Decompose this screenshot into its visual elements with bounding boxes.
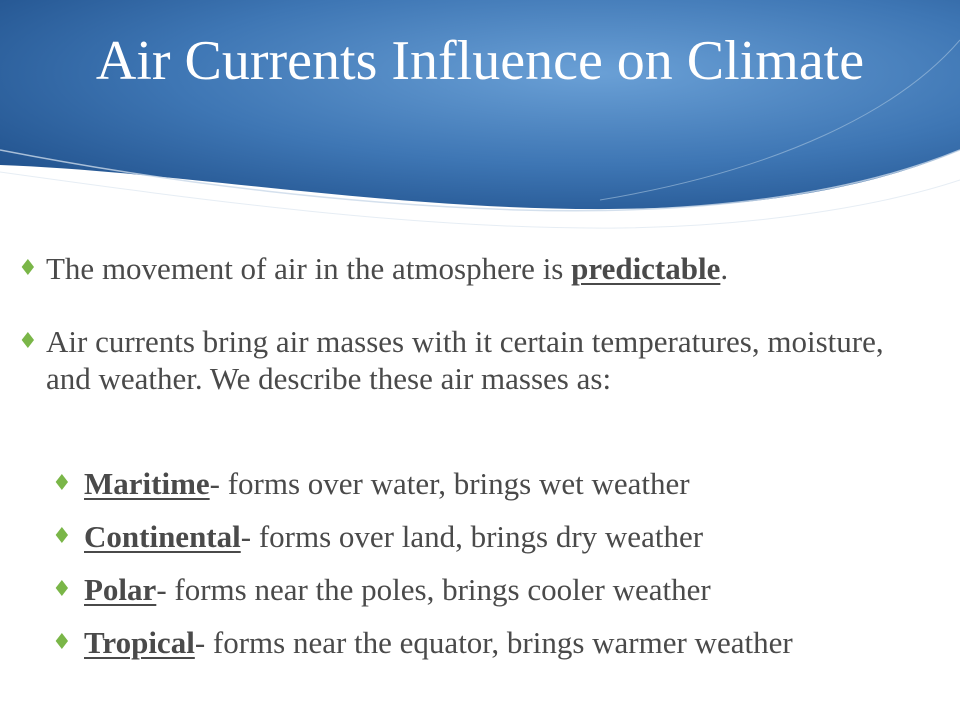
key-term: Polar (84, 572, 157, 607)
key-term: Tropical (84, 625, 195, 660)
leaf-bullet-icon: ♦ (18, 256, 38, 281)
bullet-air-masses: Air currents bring air masses with it certain temperatures, moisture, and weather. We describe these air masses as: (46, 324, 884, 396)
bullet-text: The movement of air in the atmosphere is (46, 251, 572, 286)
leaf-bullet-icon: ♦ (52, 630, 72, 655)
bullet-text-end: . (720, 251, 729, 286)
leaf-bullet-icon: ♦ (52, 471, 72, 496)
sub-bullet-text: - forms over water, brings wet weather (209, 466, 690, 501)
sub-bullet-continental (84, 518, 944, 555)
sub-bullet-maritime (84, 465, 944, 502)
sub-bullet-text: - forms near the equator, brings warmer weather (194, 625, 793, 660)
key-term: Maritime (84, 466, 210, 501)
slide-title: Air Currents Influence on Climate (95, 30, 865, 92)
bullet-predictable (46, 250, 936, 287)
key-term: Continental (84, 519, 241, 554)
sub-bullet-text: - forms over land, brings dry weather (240, 519, 704, 554)
sub-bullet-tropical (84, 624, 864, 661)
leaf-bullet-icon: ♦ (18, 329, 38, 354)
key-term: predictable (571, 251, 721, 286)
sub-bullet-polar (84, 571, 944, 608)
leaf-bullet-icon: ♦ (52, 577, 72, 602)
sub-bullet-text: - forms near the poles, brings cooler weather (156, 572, 711, 607)
leaf-bullet-icon: ♦ (52, 524, 72, 549)
